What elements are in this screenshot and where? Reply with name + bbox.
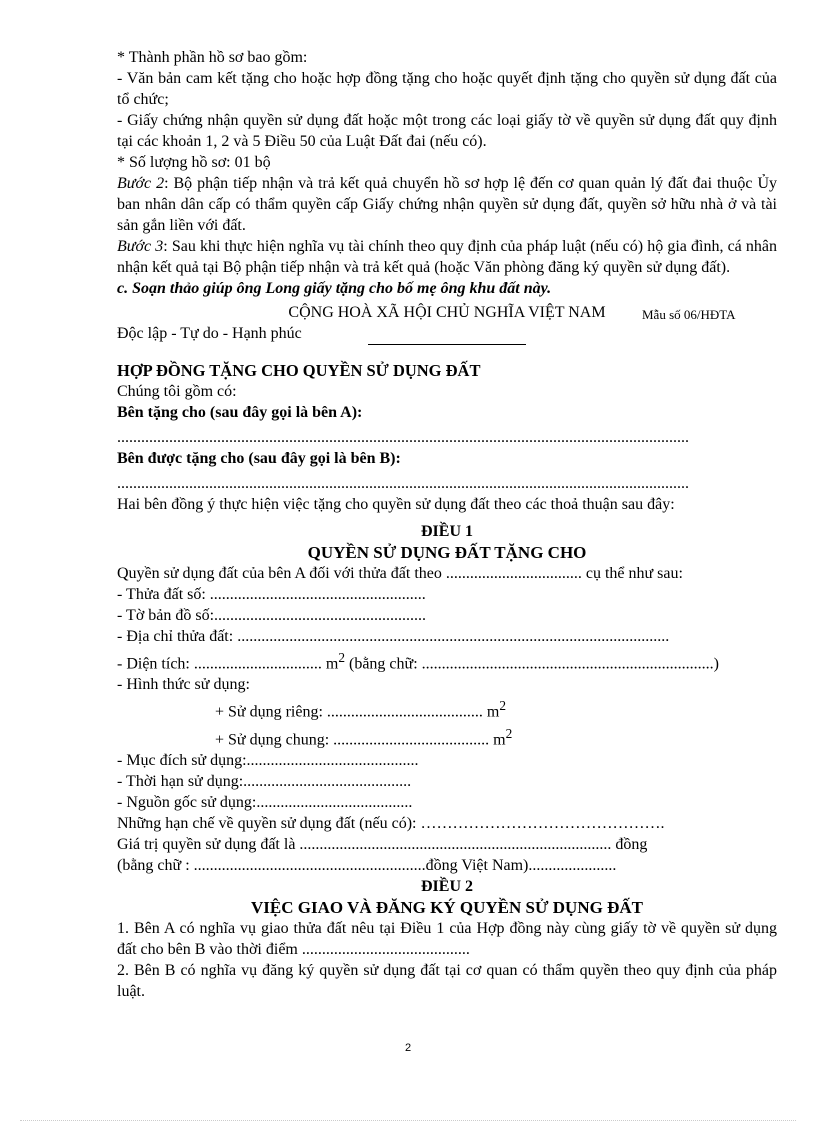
party-a-fill-line: ............................................................................................................................................... bbox=[117, 429, 689, 446]
parcel-number: - Thửa đất số: ...................................................... bbox=[117, 586, 426, 603]
area-superscript: 2 bbox=[338, 650, 345, 665]
national-header bbox=[117, 302, 777, 323]
parcel-address: - Địa chỉ thửa đất: ............................................................................................................ bbox=[117, 628, 670, 645]
private-use-text: + Sử dụng riêng: ....................................... m bbox=[215, 703, 500, 721]
contract-title: HỢP ĐỒNG TẶNG CHO QUYỀN SỬ DỤNG ĐẤT bbox=[117, 361, 481, 380]
step-2-label: Bước 2 bbox=[117, 175, 165, 192]
shared-use-text: + Sử dụng chung: ....................................... m bbox=[215, 730, 506, 748]
section-c-heading: c. Soạn thảo giúp ông Long giấy tặng cho bố mẹ ông khu đất này. bbox=[117, 280, 552, 297]
land-value: Giá trị quyền sử dụng đất là .............................................................................. đồng bbox=[117, 835, 648, 853]
usage-form: - Hình thức sử dụng: bbox=[117, 676, 250, 694]
we-include: Chúng tôi gồm có: bbox=[117, 383, 237, 400]
article-1-title: QUYỀN SỬ DỤNG ĐẤT TẶNG CHO bbox=[307, 543, 587, 562]
shared-use-superscript: 2 bbox=[505, 725, 513, 741]
national-motto: Độc lập - Tự do - Hạnh phúc bbox=[117, 325, 302, 342]
agreement-text: Hai bên đồng ý thực hiện việc tặng cho quyền sử dụng đất theo các thoả thuận sau đây: bbox=[117, 496, 675, 513]
step-2 bbox=[117, 173, 777, 236]
page-number: 2 bbox=[404, 1042, 412, 1054]
step-2-text: : Bộ phận tiếp nhận và trả kết quả chuyển hồ sơ hợp lệ đến cơ quan quản lý đất đai thuộc Ủy ban nhân dân cấp có thẩm quyền cấp Giấy chứng nhận quyền sử dụng đất, quyền sở hữu nhà ở và tài sản gắn liền với đất. bbox=[117, 175, 778, 234]
usage-restrictions: Những hạn chế về quyền sử dụng đất (nếu có): ………………………………………. bbox=[117, 814, 665, 832]
dossier-item-2: - Giấy chứng nhận quyền sử dụng đất hoặc một trong các loại giấy tờ về quyền sử dụng đất quy định tại các khoản 1, 2 và 5 Điều 50 của Luật Đất đai (nếu có). bbox=[117, 112, 777, 150]
area-prefix: - Diện tích: ................................ m bbox=[117, 655, 339, 673]
land-value-words: (bằng chữ : ..........................................................đồng Việt Nam)...................... bbox=[117, 856, 617, 874]
step-3 bbox=[117, 236, 777, 278]
party-b-fill-line: ............................................................................................................................................... bbox=[117, 475, 689, 492]
area bbox=[117, 647, 777, 674]
usage-purpose: - Mục đích sử dụng:........................................... bbox=[117, 751, 419, 769]
page-bottom-border bbox=[20, 1120, 796, 1121]
article-2-clause-2: 2. Bên B có nghĩa vụ đăng ký quyền sử dụng đất tại cơ quan có thẩm quyền theo quy định của pháp luật. bbox=[117, 961, 777, 1000]
article-2-number: ĐIỀU 2 bbox=[420, 877, 473, 895]
dossier-heading: * Thành phần hồ sơ bao gồm: bbox=[117, 49, 308, 66]
area-suffix: (bằng chữ: .........................................................................) bbox=[344, 655, 719, 673]
usage-origin: - Nguồn gốc sử dụng:....................................... bbox=[117, 793, 413, 811]
dossier-item-1: - Văn bản cam kết tặng cho hoặc hợp đồng tặng cho hoặc quyết định tặng cho quyền sử dụng đất của tổ chức; bbox=[117, 70, 777, 108]
private-use-superscript: 2 bbox=[499, 698, 507, 714]
step-3-label: Bước 3 bbox=[117, 238, 164, 255]
article-2-title: VIỆC GIAO VÀ ĐĂNG KÝ QUYỀN SỬ DỤNG ĐẤT bbox=[251, 897, 643, 917]
document-page bbox=[117, 47, 777, 1002]
article-1-intro: Quyền sử dụng đất của bên A đối với thửa đất theo .................................. cụ thể như sau: bbox=[117, 565, 683, 582]
step-3-text: : Sau khi thực hiện nghĩa vụ tài chính theo quy định của pháp luật (nếu có) hộ gia đình, cá nhân nhận kết quả tại Bộ phận tiếp nhận và trả kết quả (hoặc Văn phòng đăng ký quyền sử dụng đất). bbox=[117, 238, 778, 276]
article-2-clause-1: 1. Bên A có nghĩa vụ giao thửa đất nêu tại Điều 1 của Hợp đồng này cùng giấy tờ về quyền sử dụng đất cho bên B vào thời điểm .......................................... bbox=[117, 919, 777, 958]
party-a-label: Bên tặng cho (sau đây gọi là bên A): bbox=[117, 404, 363, 421]
party-b-label: Bên được tặng cho (sau đây gọi là bên B): bbox=[117, 450, 401, 467]
dossier-count: * Số lượng hồ sơ: 01 bộ bbox=[117, 154, 271, 171]
private-use bbox=[117, 695, 777, 722]
map-sheet-number: - Tờ bản đồ số:..................................................... bbox=[117, 607, 427, 624]
shared-use bbox=[117, 723, 777, 750]
article-1-number: ĐIỀU 1 bbox=[420, 523, 473, 540]
form-number: Mẫu số 06/HĐTA bbox=[642, 307, 736, 322]
national-title: CỘNG HOÀ XÃ HỘI CHỦ NGHĨA VIỆT NAM bbox=[288, 304, 606, 321]
motto-underline bbox=[368, 344, 526, 345]
usage-duration: - Thời hạn sử dụng:.......................................... bbox=[117, 772, 412, 790]
